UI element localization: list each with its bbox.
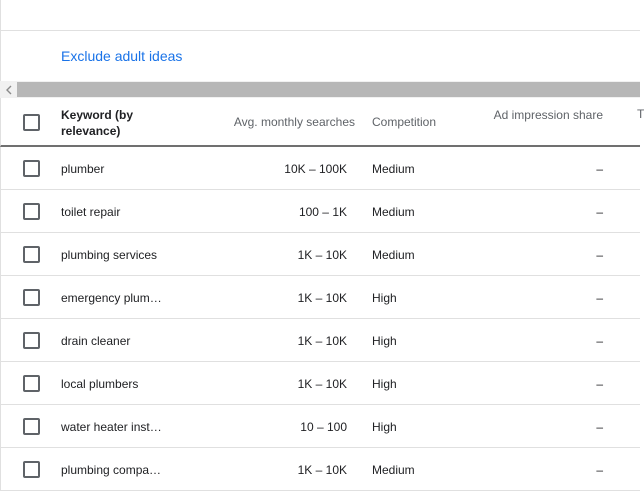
ad-impression-share-cell: – <box>596 377 603 391</box>
avg-monthly-searches-cell: 10K – 100K <box>284 162 347 176</box>
table-row <box>0 448 640 491</box>
row-checkbox[interactable] <box>23 160 40 177</box>
competition-cell: High <box>372 291 397 305</box>
ad-impression-share-cell: – <box>596 248 603 262</box>
row-checkbox[interactable] <box>23 289 40 306</box>
table-header <box>0 98 644 147</box>
chevron-left-icon <box>5 85 13 95</box>
column-header-keyword[interactable]: Keyword (by relevance) <box>61 108 134 138</box>
table-row <box>0 276 640 319</box>
table-row <box>0 190 640 233</box>
ad-impression-share-cell: – <box>596 420 603 434</box>
filter-row <box>0 31 640 81</box>
avg-monthly-searches-cell: 1K – 10K <box>297 463 347 477</box>
toolbar-area <box>0 0 640 31</box>
competition-cell: High <box>372 420 397 434</box>
keyword-cell: toilet repair <box>61 205 121 219</box>
avg-monthly-searches-cell: 1K – 10K <box>297 248 347 262</box>
ad-impression-share-cell: – <box>596 162 603 176</box>
keyword-cell: drain cleaner <box>61 334 131 348</box>
select-all-checkbox[interactable] <box>23 114 40 131</box>
column-header-avg-monthly-searches[interactable]: Avg. monthly searches <box>233 115 355 129</box>
keyword-cell: emergency plum… <box>61 291 162 305</box>
keyword-cell: plumbing compa… <box>61 463 162 477</box>
avg-monthly-searches-cell: 1K – 10K <box>297 377 347 391</box>
column-header-competition[interactable]: Competition <box>372 115 437 129</box>
scroll-left-button[interactable] <box>0 81 17 98</box>
avg-monthly-searches-cell: 1K – 10K <box>297 334 347 348</box>
table-row <box>0 233 640 276</box>
column-header-ad-impression-share[interactable]: Ad impression share <box>493 108 603 122</box>
row-checkbox[interactable] <box>23 246 40 263</box>
avg-monthly-searches-cell: 1K – 10K <box>297 291 347 305</box>
table-row <box>0 319 640 362</box>
keyword-cell: water heater inst… <box>61 420 162 434</box>
row-checkbox[interactable] <box>23 203 40 220</box>
competition-cell: High <box>372 334 397 348</box>
avg-monthly-searches-cell: 100 – 1K <box>298 205 347 219</box>
row-checkbox[interactable] <box>23 418 40 435</box>
avg-monthly-searches-cell: 10 – 100 <box>300 420 347 434</box>
keyword-cell: plumbing services <box>61 248 158 262</box>
keyword-cell: plumber <box>61 162 105 176</box>
ad-impression-share-cell: – <box>596 291 603 305</box>
table-row <box>0 405 640 448</box>
row-checkbox[interactable] <box>23 461 40 478</box>
table-body <box>0 147 640 491</box>
horizontal-scrollbar[interactable] <box>0 81 640 98</box>
column-header-next-partial[interactable]: T <box>637 107 644 121</box>
table-row <box>0 362 640 405</box>
scrollbar-thumb[interactable] <box>17 82 640 97</box>
row-checkbox[interactable] <box>23 332 40 349</box>
competition-cell: Medium <box>372 248 415 262</box>
competition-cell: Medium <box>372 162 415 176</box>
competition-cell: Medium <box>372 205 415 219</box>
ad-impression-share-cell: – <box>596 463 603 477</box>
competition-cell: Medium <box>372 463 415 477</box>
table-row <box>0 147 640 190</box>
exclude-adult-ideas-link[interactable]: Exclude adult ideas <box>61 48 183 64</box>
ad-impression-share-cell: – <box>596 334 603 348</box>
row-checkbox[interactable] <box>23 375 40 392</box>
ad-impression-share-cell: – <box>596 205 603 219</box>
competition-cell: High <box>372 377 397 391</box>
keyword-cell: local plumbers <box>61 377 139 391</box>
